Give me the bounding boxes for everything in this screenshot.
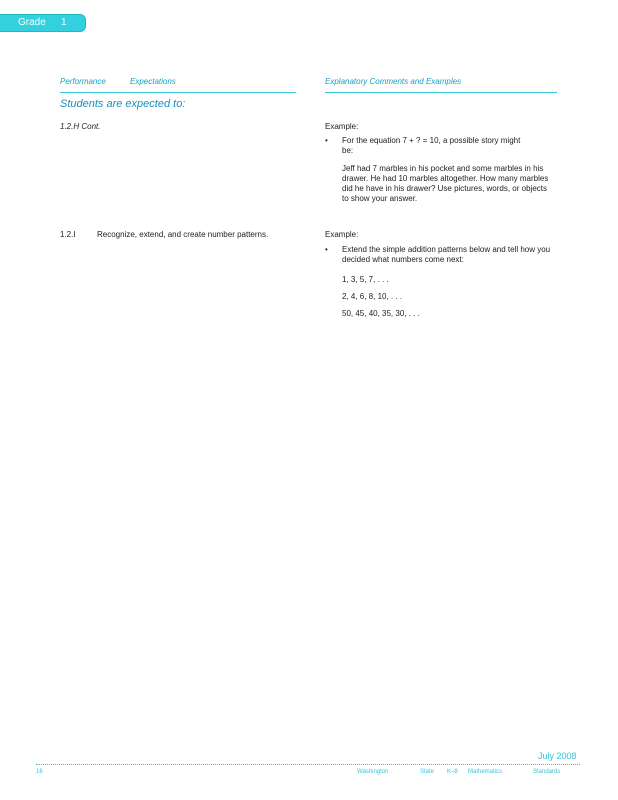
- row-code: 1.2.I: [60, 230, 76, 239]
- grade-label: Grade: [18, 17, 46, 28]
- row-code: 1.2.H Cont.: [60, 122, 101, 131]
- pattern-item: 50, 45, 40, 35, 30, . . .: [342, 309, 420, 318]
- footer-word: K–8: [447, 769, 458, 775]
- header-rule-left: [60, 92, 296, 93]
- header-rule-right: [325, 92, 557, 93]
- header-performance: Performance: [60, 77, 106, 86]
- example-detail: Jeff had 7 marbles in his pocket and some marbles in his drawer. He had 10 marbles altogether. How many marbles did he have in his drawer? Use pictures, words, or objects to show your answer.: [342, 164, 549, 203]
- footer-word: State: [420, 769, 435, 775]
- footer-word: Washington: [357, 769, 389, 775]
- footer-word: Standards: [533, 769, 561, 775]
- page-number: 16: [36, 769, 43, 775]
- subheading: Students are expected to:: [60, 98, 186, 110]
- bullet-icon: •: [325, 245, 328, 254]
- footer-word: Mathematics: [468, 769, 503, 775]
- grade-number: 1: [61, 17, 67, 28]
- header-expectations: Expectations: [130, 77, 176, 86]
- example-label: Example:: [325, 122, 359, 131]
- bullet-icon: •: [325, 136, 328, 145]
- pattern-item: 2, 4, 6, 8, 10, . . .: [342, 292, 403, 301]
- pattern-item: 1, 3, 5, 7, . . .: [342, 275, 389, 284]
- footer-rule: [36, 764, 580, 765]
- example-bullet-text: Extend the simple addition patterns below and tell how you decided what numbers come next:: [342, 245, 551, 264]
- row-expectation: Recognize, extend, and create number patterns.: [97, 230, 269, 239]
- grade-tab: [0, 14, 86, 32]
- example-bullet-text: For the equation 7 + ? = 10, a possible story might be:: [342, 136, 521, 155]
- footer-date: July 2008: [538, 751, 577, 761]
- example-label: Example:: [325, 230, 359, 239]
- header-explanatory: Explanatory Comments and Examples: [325, 77, 462, 86]
